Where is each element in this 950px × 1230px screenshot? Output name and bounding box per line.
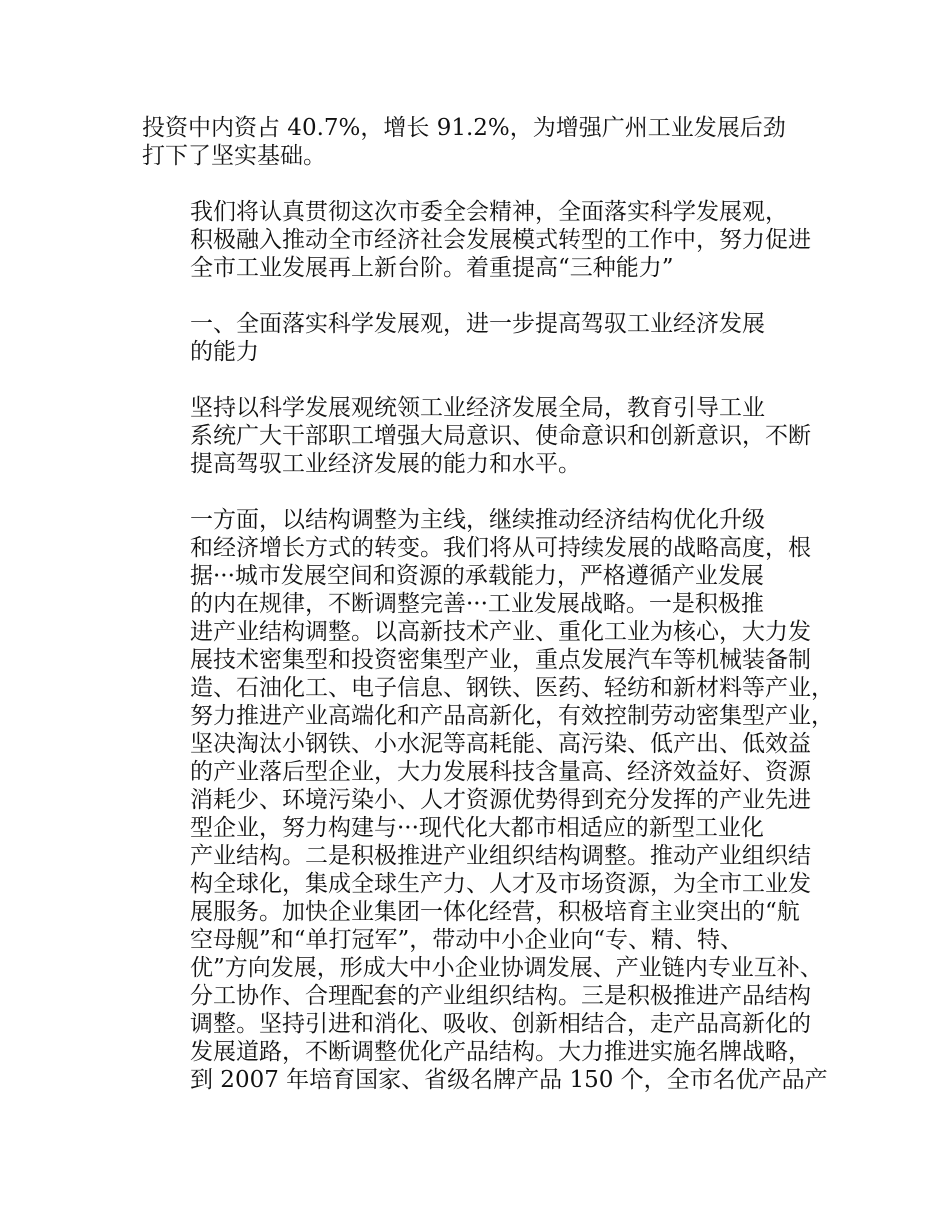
paragraph-4 [142, 506, 834, 1094]
paragraph-line: 打下了坚实基础。 [142, 143, 326, 169]
paragraph-line: 消耗少、环境污染小、人才资源优势得到充分发挥的产业先进 [190, 787, 811, 813]
heading-line: 的能力 [190, 339, 259, 365]
paragraph-line: 努力推进产业高端化和产品高新化，有效控制劳动密集型产业， [190, 703, 834, 729]
paragraph-1 [142, 114, 818, 170]
paragraph-line: 投资中内资占 40.7%，增长 91.2%，为增强广州工业发展后劲 [142, 115, 786, 141]
paragraph-line: 一方面，以结构调整为主线，继续推动经济结构优化升级 [190, 507, 765, 533]
section-heading [142, 310, 818, 366]
paragraph-line: 全市工业发展再上新台阶。着重提高“三种能力” [190, 255, 674, 281]
paragraph-line: 的内在规律，不断调整完善···工业发展战略。一是积极推 [190, 591, 764, 617]
paragraph-line: 系统广大干部职工增强大局意识、使命意识和创新意识，不断 [190, 423, 811, 449]
paragraph-line: 分工协作、合理配套的产业组织结构。三是积极推进产品结构 [190, 983, 811, 1009]
paragraph-line: 坚决淘汰小钢铁、小水泥等高耗能、高污染、低产出、低效益 [190, 731, 811, 757]
paragraph-line: 坚持以科学发展观统领工业经济发展全局，教育引导工业 [190, 395, 765, 421]
paragraph-line: 造、石油化工、电子信息、钢铁、医药、轻纺和新材料等产业， [190, 675, 834, 701]
paragraph-line: 据···城市发展空间和资源的承载能力，严格遵循产业发展 [190, 563, 764, 589]
paragraph-line: 型企业，努力构建与···现代化大都市相适应的新型工业化 [190, 815, 764, 841]
document-body [142, 114, 834, 1122]
paragraph-line: 调整。坚持引进和消化、吸收、创新相结合，走产品高新化的 [190, 1011, 811, 1037]
paragraph-line: 积极融入推动全市经济社会发展模式转型的工作中，努力促进 [190, 227, 811, 253]
paragraph-line: 和经济增长方式的转变。我们将从可持续发展的战略高度，根 [190, 535, 811, 561]
paragraph-line: 提高驾驭工业经济发展的能力和水平。 [190, 451, 581, 477]
paragraph-line: 优”方向发展，形成大中小企业协调发展、产业链内专业互补、 [190, 955, 823, 981]
heading-line: 一、全面落实科学发展观，进一步提高驾驭工业经济发展 [190, 311, 765, 337]
paragraph-line: 构全球化，集成全球生产力、人才及市场资源，为全市工业发 [190, 871, 811, 897]
paragraph-3 [142, 394, 818, 478]
paragraph-line: 展技术密集型和投资密集型产业，重点发展汽车等机械装备制 [190, 647, 811, 673]
paragraph-line: 产业结构。二是积极推进产业组织结构调整。推动产业组织结 [190, 843, 811, 869]
paragraph-line: 发展道路，不断调整优化产品结构。大力推进实施名牌战略， [190, 1039, 811, 1065]
paragraph-line: 我们将认真贯彻这次市委全会精神，全面落实科学发展观， [190, 199, 788, 225]
paragraph-line: 进产业结构调整。以高新技术产业、重化工业为核心，大力发 [190, 619, 811, 645]
paragraph-line: 的产业落后型企业，大力发展科技含量高、经济效益好、资源 [190, 759, 811, 785]
paragraph-line: 空母舰”和“单打冠军”，带动中小企业向“专、精、特、 [190, 927, 744, 953]
paragraph-line: 到 2007 年培育国家、省级名牌产品 150 个，全市名优产品产 [190, 1067, 828, 1093]
paragraph-2 [142, 198, 818, 282]
paragraph-line: 展服务。加快企业集团一体化经营，积极培育主业突出的“航 [190, 899, 800, 925]
